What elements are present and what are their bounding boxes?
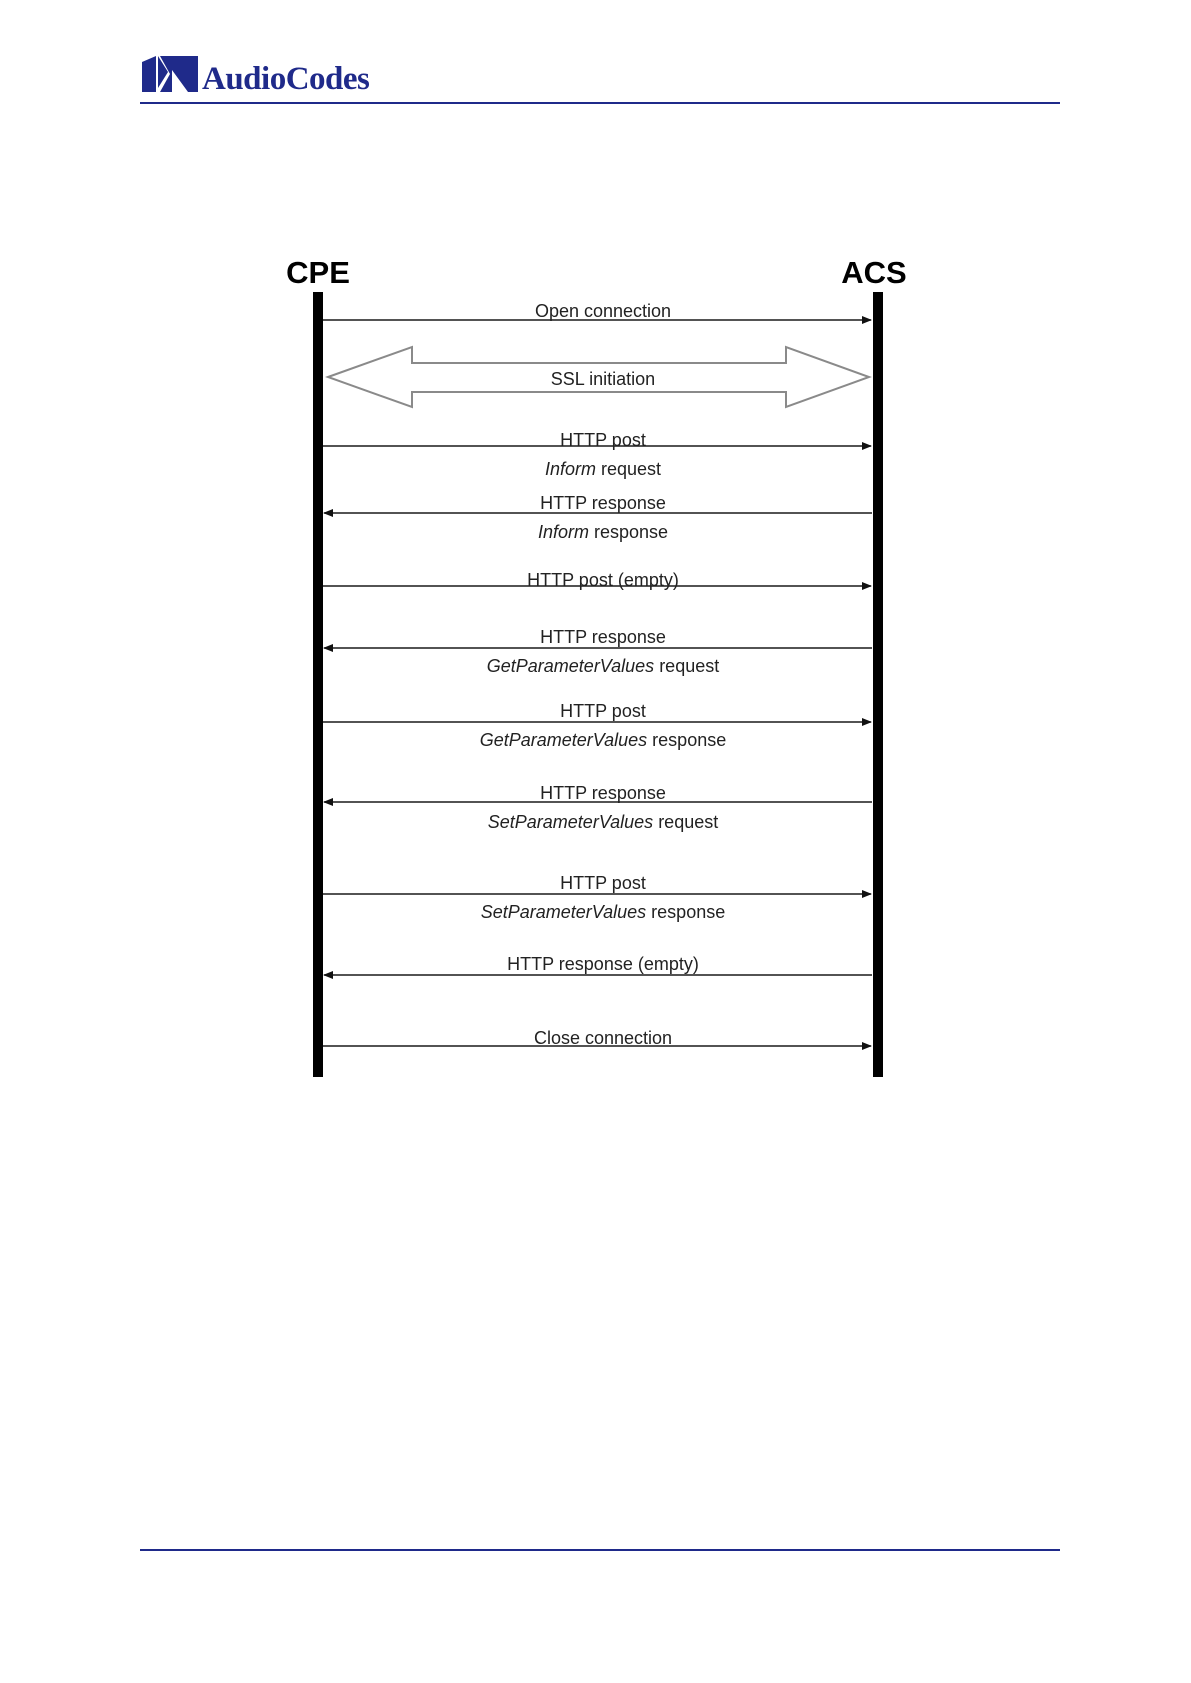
message-label-m2-line1: SSL initiation <box>550 369 656 389</box>
message-label-m10-line1: HTTP response (empty) <box>507 954 699 974</box>
message-label-m11-line1: Close connection <box>533 1028 673 1048</box>
message-label-m7-line2: GetParameterValues response <box>479 730 727 750</box>
actor-cpe-label: CPE <box>286 255 350 290</box>
message-label-m4-line2: Inform response <box>537 522 669 542</box>
actor-acs-label: ACS <box>841 255 907 290</box>
cpe-lifeline <box>313 292 323 1077</box>
message-label-m6-line2: GetParameterValues request <box>486 656 720 676</box>
message-label-m6-line1: HTTP response <box>540 627 666 647</box>
message-label-m8-line1: HTTP response <box>540 783 666 803</box>
message-label-m3-line1: HTTP post <box>560 430 646 450</box>
message-label-m5-line1: HTTP post (empty) <box>527 570 679 590</box>
message-label-m9-line2: SetParameterValues response <box>480 902 726 922</box>
acs-lifeline <box>873 292 883 1077</box>
message-label-m3-line2: Inform request <box>544 459 662 479</box>
message-label-m1-line1: Open connection <box>534 301 672 321</box>
brand-name: AudioCodes <box>202 61 370 97</box>
message-label-m9-line1: HTTP post <box>560 873 646 893</box>
message-label-m8-line2: SetParameterValues request <box>487 812 719 832</box>
message-label-m7-line1: HTTP post <box>560 701 646 721</box>
message-label-m4-line1: HTTP response <box>540 493 666 513</box>
footer-rule <box>140 1549 1060 1551</box>
